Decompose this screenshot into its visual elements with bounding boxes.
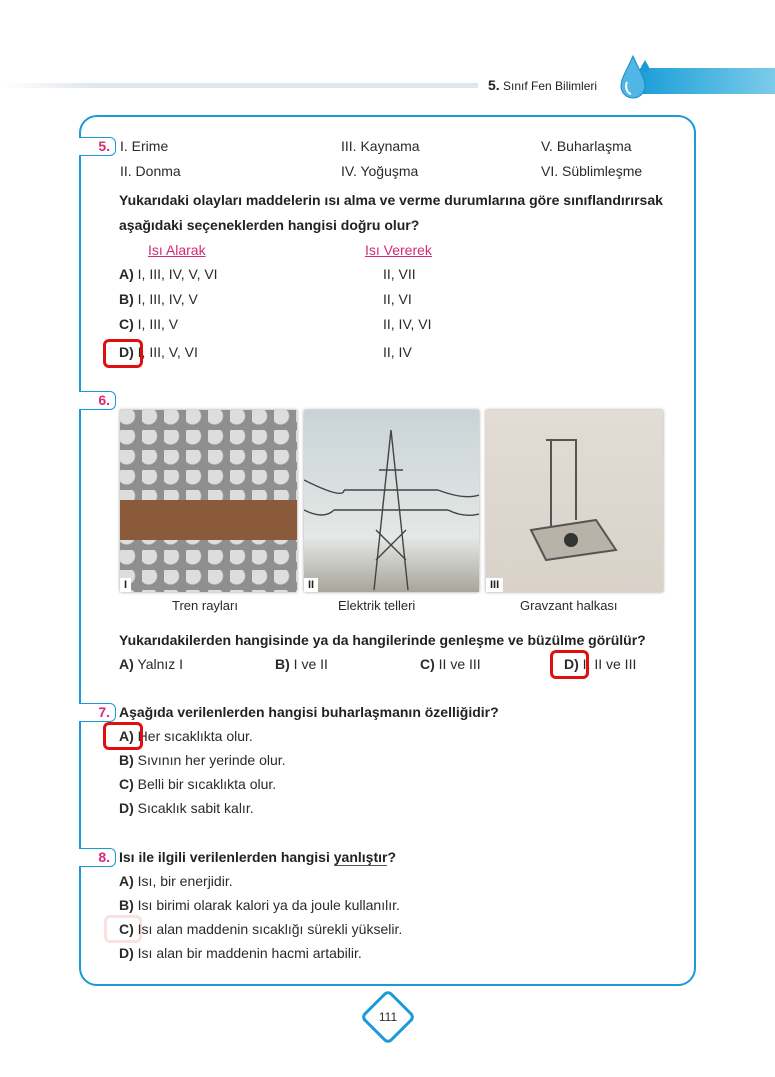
question-number: 6. bbox=[79, 391, 116, 410]
faint-answer-mark bbox=[104, 915, 142, 943]
option[interactable]: B) Sıvının her yerinde olur. bbox=[119, 752, 286, 768]
answer-mark bbox=[103, 339, 143, 368]
gravesande-ring-image: III bbox=[486, 410, 663, 592]
image-caption: Gravzant halkası bbox=[520, 598, 618, 613]
item: II. Donma bbox=[120, 163, 181, 179]
item: IV. Yoğuşma bbox=[341, 163, 419, 179]
option[interactable]: C) Belli bir sıcaklıkta olur. bbox=[119, 776, 277, 792]
question-number: 8. bbox=[79, 848, 116, 867]
answer-mark bbox=[103, 722, 143, 750]
question-text: Isı ile ilgili verilenlerden hangisi yanlıştır? bbox=[119, 849, 397, 865]
question-text: Aşağıda verilenlerden hangisi buharlaşmanın özelliğidir? bbox=[119, 704, 499, 720]
option-value: II, VII bbox=[383, 266, 416, 282]
option[interactable]: C) Isı alan maddenin sıcaklığı sürekli yükselir. bbox=[119, 921, 403, 937]
header-bar bbox=[640, 68, 775, 94]
item: III. Kaynama bbox=[341, 138, 420, 154]
page-number: 111 bbox=[378, 1010, 398, 1024]
answer-mark bbox=[550, 650, 589, 679]
water-drop-icon bbox=[619, 52, 653, 100]
option[interactable]: B) I ve II bbox=[275, 656, 328, 672]
image-caption: Elektrik telleri bbox=[338, 598, 416, 613]
option-value: II, IV bbox=[383, 344, 412, 360]
option[interactable]: A) Her sıcaklıkta olur. bbox=[119, 728, 253, 744]
option[interactable]: C) II ve III bbox=[420, 656, 481, 672]
header-title: 5. Sınıf Fen Bilimleri bbox=[488, 77, 598, 93]
item: V. Buharlaşma bbox=[541, 138, 632, 154]
question-number: 5. bbox=[79, 137, 116, 156]
option-value: II, IV, VI bbox=[383, 316, 432, 332]
option[interactable]: B) I, III, IV, V bbox=[119, 291, 198, 307]
option[interactable]: C) I, III, V bbox=[119, 316, 179, 332]
header-rule bbox=[0, 83, 478, 88]
option[interactable]: D) I, II ve III bbox=[564, 656, 637, 672]
question-number: 7. bbox=[79, 703, 116, 722]
option-value: II, VI bbox=[383, 291, 412, 307]
image-caption: Tren rayları bbox=[172, 598, 238, 613]
column-header: Isı Vererek bbox=[365, 242, 432, 258]
item: VI. Süblimleşme bbox=[541, 163, 643, 179]
option[interactable]: D) Isı alan bir maddenin hacmi artabilir. bbox=[119, 945, 362, 961]
option[interactable]: A) I, III, IV, V, VI bbox=[119, 266, 218, 282]
option[interactable]: A) Isı, bir enerjidir. bbox=[119, 873, 233, 889]
question-text: aşağıdaki seçeneklerden hangisi doğru olur? bbox=[119, 217, 420, 233]
column-header: Isı Alarak bbox=[148, 242, 206, 258]
option[interactable]: B) Isı birimi olarak kalori ya da joule kullanılır. bbox=[119, 897, 400, 913]
option[interactable]: D) Sıcaklık sabit kalır. bbox=[119, 800, 254, 816]
option[interactable]: D) I, III, V, VI bbox=[119, 344, 198, 360]
power-lines-image: II bbox=[304, 410, 479, 592]
railway-image: I bbox=[120, 410, 297, 592]
option[interactable]: A) Yalnız I bbox=[119, 656, 184, 672]
item: I. Erime bbox=[120, 138, 169, 154]
question-text: Yukarıdaki olayları maddelerin ısı alma ve verme durumlarına göre sınıflandırırsak bbox=[119, 192, 663, 208]
question-text: Yukarıdakilerden hangisinde ya da hangilerinde genleşme ve büzülme görülür? bbox=[119, 632, 646, 648]
